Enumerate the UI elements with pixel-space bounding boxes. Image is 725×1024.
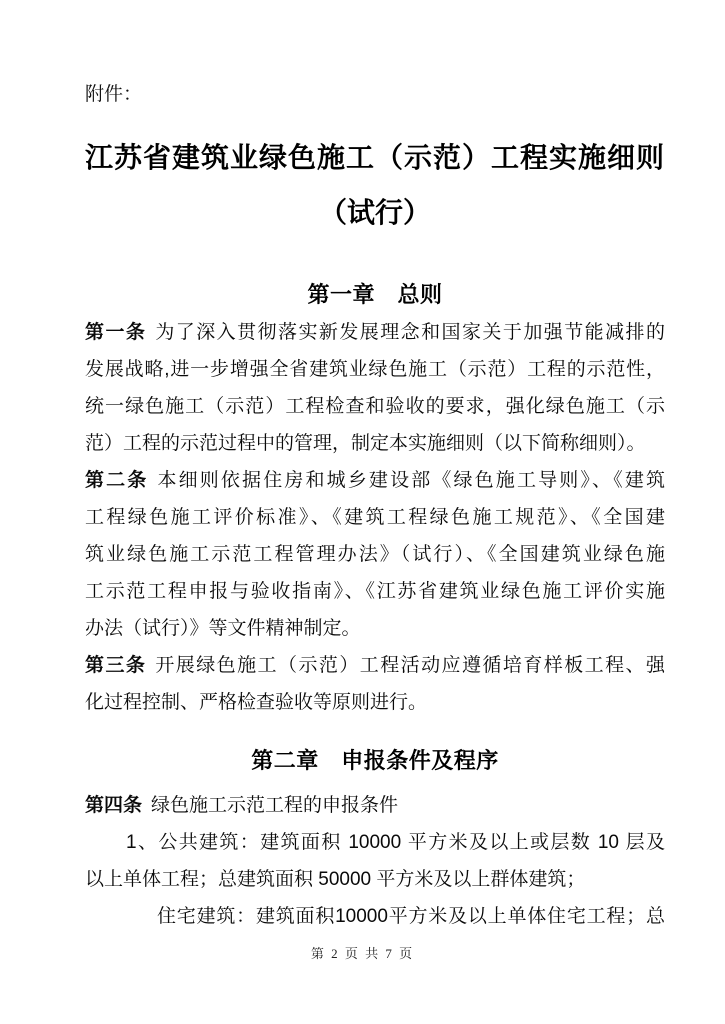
article-1-label: 第一条 — [85, 322, 147, 343]
article-4-text-1: 绿色施工示范工程的申报条件 — [151, 795, 399, 816]
page-number-footer: 第 2 页 共 7 页 — [310, 946, 415, 961]
document-subtitle: （试行） — [318, 198, 431, 229]
chapter-2-heading: 第二章 申报条件及程序 — [251, 748, 499, 773]
chapter-1-heading: 第一章 总则 — [307, 282, 443, 307]
article-3-text-1: 开展绿色施工（示范）工程活动应遵循培育样板工程、强 — [155, 655, 665, 676]
document-title: 江苏省建筑业绿色施工（示范）工程实施细则 — [85, 143, 666, 174]
article-2-label: 第二条 — [85, 470, 149, 491]
article-2-line-3: 筑业绿色施工示范工程管理办法》（试行）、《全国建筑业绿色施 — [85, 544, 665, 565]
article-2-line-2: 工程绿色施工评价标准》、《建筑工程绿色施工规范》、《全国建 — [85, 507, 665, 528]
article-3-line-2: 化过程控制、严格检查验收等原则进行。 — [85, 692, 428, 713]
article-3-line-1 — [85, 647, 665, 684]
article-1-line-2: 发展战略,进一步增强全省建筑业绿色施工（示范）工程的示范性， — [85, 359, 665, 380]
item-residential-line-1: 住宅建筑：建筑面积10000平方米及以上单体住宅工程；总 — [157, 906, 665, 927]
item-public-line-2: 以上单体工程；总建筑面积 50000 平方米及以上群体建筑； — [85, 869, 586, 890]
article-1-line-3: 统一绿色施工（示范）工程检查和验收的要求，强化绿色施工（示 — [85, 396, 665, 417]
article-2-line-4: 工示范工程申报与验收指南》、《江苏省建筑业绿色施工评价实施 — [85, 581, 665, 602]
article-2-line-5: 办法（试行）》等文件精神制定。 — [85, 618, 361, 639]
attachment-label: 附件： — [85, 84, 143, 105]
article-1-line-1 — [85, 314, 665, 351]
article-1-text-1: 为了深入贯彻落实新发展理念和国家关于加强节能减排的 — [155, 322, 665, 343]
item-public-line-1: 1、公共建筑：建筑面积 10000 平方米及以上或层数 10 层及 — [126, 832, 665, 853]
body-text-chapter-2 — [85, 787, 665, 935]
article-3-label: 第三条 — [85, 655, 147, 676]
article-2-line-1 — [85, 462, 665, 499]
title-block — [85, 131, 665, 241]
article-4-line-1 — [85, 787, 665, 824]
article-1-line-4: 范）工程的示范过程中的管理，制定本实施细则（以下简称细则）。 — [85, 433, 646, 454]
article-2-text-1: 本细则依据住房和城乡建设部《绿色施工导则》、《建筑 — [157, 470, 665, 491]
article-4-label: 第四条 — [85, 795, 143, 816]
body-text — [85, 314, 665, 721]
